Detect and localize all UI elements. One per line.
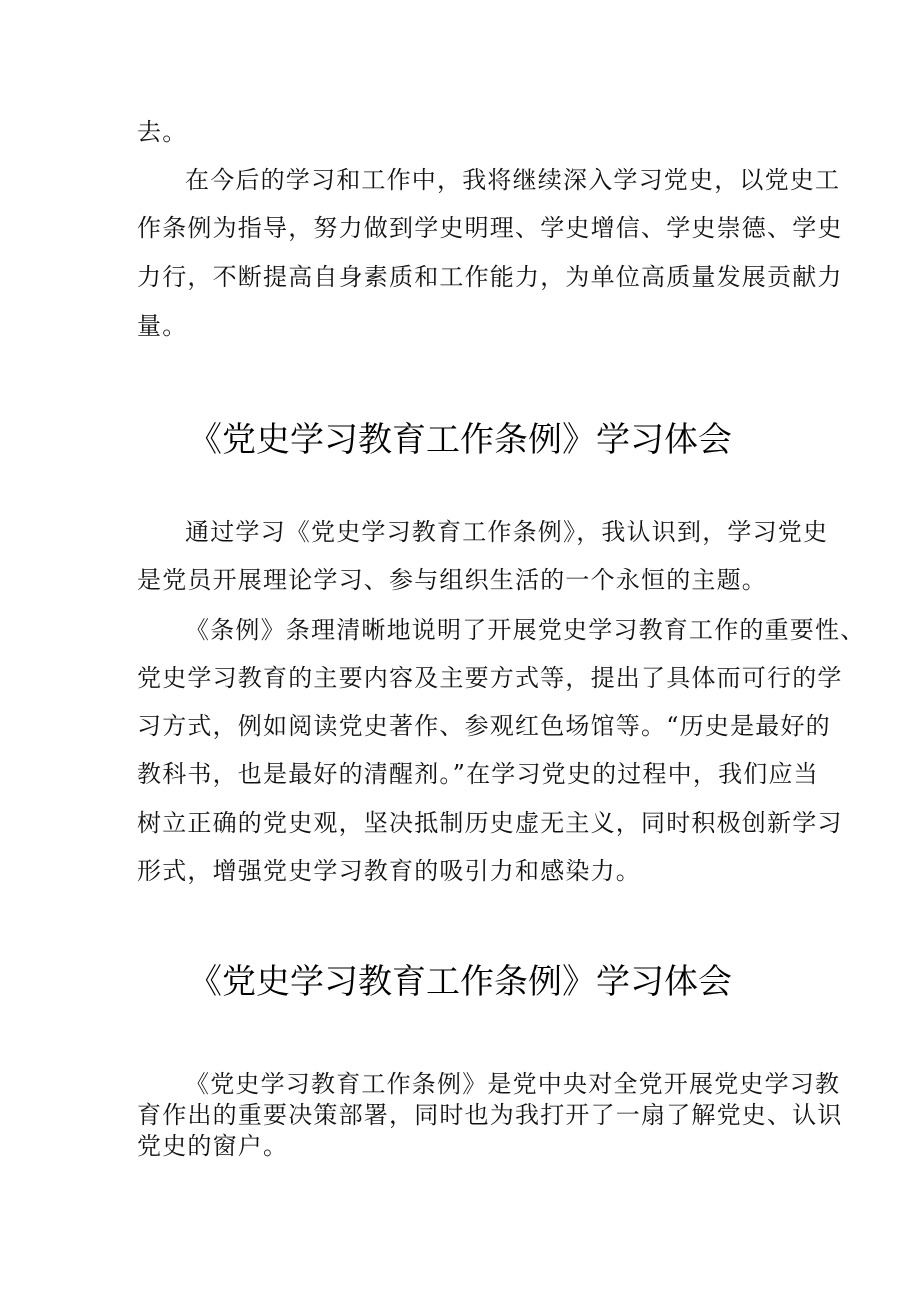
paragraph-line: 量。 [137,312,188,340]
paragraph-line: 习方式，例如阅读党史著作、参观红色场馆等。“历史是最好的 [137,712,831,740]
paragraph-line: 在今后的学习和工作中，我将继续深入学习党史，以党史工 [185,166,841,194]
section-title: 《党史学习教育工作条例》学习体会 [188,420,732,460]
paragraph-line: 是党员开展理论学习、参与组织生活的一个永恒的主题。 [137,566,767,594]
paragraph-line: 《党史学习教育工作条例》是党中央对全党开展党史学习教 [185,1070,841,1098]
paragraph-line: 《条例》条理清晰地说明了开展党史学习教育工作的重要性、 [185,616,866,644]
paragraph-line: 育作出的重要决策部署，同时也为我打开了一扇了解党史、认识 [137,1101,843,1129]
paragraph-line: 党史的窗户。 [137,1132,289,1160]
section-title: 《党史学习教育工作条例》学习体会 [188,962,732,1002]
paragraph-line: 树立正确的党史观，坚决抵制历史虚无主义，同时积极创新学习 [137,809,843,837]
paragraph-line: 去。 [137,118,188,146]
paragraph-line: 作条例为指导，努力做到学史明理、学史增信、学史崇德、学史 [137,214,843,242]
paragraph-line: 党史学习教育的主要内容及主要方式等，提出了具体而可行的学 [137,664,843,692]
paragraph-line: 形式，增强党史学习教育的吸引力和感染力。 [137,857,641,885]
paragraph-line: 教科书，也是最好的清醒剂。”在学习党史的过程中，我们应当 [137,760,819,788]
paragraph-line: 通过学习《党史学习教育工作条例》，我认识到，学习党史 [185,518,829,546]
paragraph-line: 力行，不断提高自身素质和工作能力，为单位高质量发展贡献力 [137,263,843,291]
